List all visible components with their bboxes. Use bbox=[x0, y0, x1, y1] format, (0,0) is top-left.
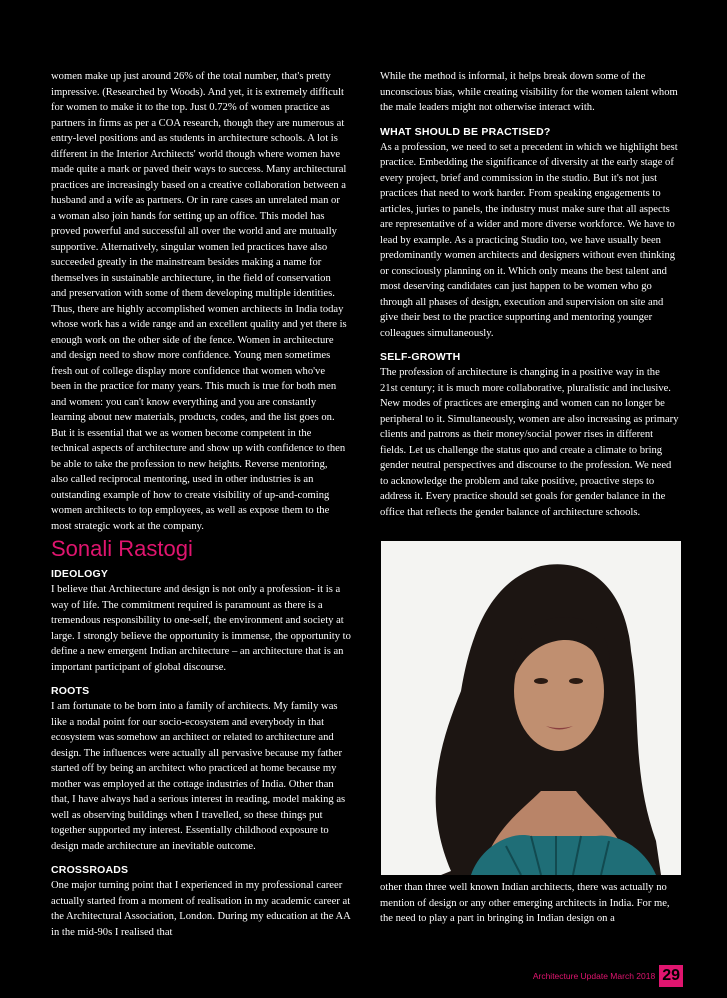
section-heading-self-growth: SELF-GROWTH bbox=[380, 351, 461, 363]
profile-name: Sonali Rastogi bbox=[51, 536, 193, 561]
page-footer bbox=[533, 965, 683, 987]
section-heading-crossroads: CROSSROADS bbox=[51, 864, 129, 876]
article-paragraph: While the method is informal, it helps break down some of the unconscious bias, while creating visibility for the women talent whom the male leaders might not otherwise interact with. bbox=[380, 71, 678, 113]
profile-paragraph: I believe that Architecture and design is not only a profession- it is a way of life. The commitment required is paramount as there is a tremendous responsibility to one-self, the environment and society at large. I strongly believe the opportunity is immense, the opportunity to define a new emergent Indian architecture – an architecture that is an important participant of global discourse. bbox=[51, 584, 351, 673]
section-heading-ideology: IDEOLOGY bbox=[51, 568, 109, 580]
portrait-photo bbox=[381, 541, 681, 875]
profile-paragraph: One major turning point that I experienced in my professional career actually started from a moment of realisation in my academic career at the Architectural Association, London. During my education at the AA in the mid-90s I realised that bbox=[51, 880, 351, 938]
article-paragraph: The profession of architecture is changing in a positive way in the 21st century; it is much more collaborative, pluralistic and inclusive. New modes of practices are emerging and women can no longer be peripheral to it. Simultaneously, women are also increasing as primary clients and patrons as their money/social power rises in different fields. Let us challenge the status quo and create a climate to bring gender neutral perspectives and discourse to the profession. We need to acknowledge the problem and take positive, proactive steps to address it. Every practice should set goals for gender balance in the office that reflects the gender balance of architecture schools. bbox=[380, 367, 679, 518]
article-column-top-right bbox=[380, 69, 680, 520]
section-heading-roots: ROOTS bbox=[51, 685, 90, 697]
article-paragraph: women make up just around 26% of the total number, that's pretty impressive. (Researched by Woods). And yet, it is extremely difficult for women to make it to the top. Just 0.72% of women practice as partners in firms as per a COA research, though they are numerous at entry-level positions and as students in architecture schools. A lot is different in the Interior Architects' world though where women have made quite a mark or paved their ways to success. Many architectural practices are increasingly based on a creative collaboration between a husband and a wife as partners. Or in rare cases an unrelated man or a woman also join hands for setting up an office. This model has proved powerful and successful all over the world and are mutually supportive. Alternatively, singular women led practices have also succeeded greatly in the mainstream besides making a name for themselves in sustainable architecture, in the field of conservation and preservation with some of them developing multiple identities. Thus, there are highly accomplished women architects in India today whose work has a wide range and an excellent quality and yet there is enough work on the other side of the fence. Women in architecture and design need to show more confidence. Young men sometimes fresh out of college display more confidence that women who've been in the practice for many years. This much is true for both men and women: you can't know everything and you are constantly learning about new materials, products, codes, and the list goes on. But it is essential that we as women become competent in the technical aspects of architecture and show up with confidence to then be able to take the profession to new heights. Reverse mentoring, also called reciprocal mentoring, used in other industries is an outstanding example of how to create visibility of up-and-coming women architects to top employees, as well as expose them to the most strategic work at the company. bbox=[51, 71, 347, 532]
portrait-illustration-icon bbox=[381, 541, 681, 875]
section-heading-practised: WHAT SHOULD BE PRACTISED? bbox=[380, 125, 551, 138]
profile-column-left bbox=[51, 567, 351, 940]
page-number: 29 bbox=[659, 965, 683, 987]
profile-paragraph: other than three well known Indian architects, there was actually no mention of design or any other emerging architects in India. For me, the need to play a part in bringing in Indian design on a bbox=[380, 882, 670, 924]
publication-name: Architecture Update March 2018 bbox=[532, 971, 656, 981]
profile-column-right bbox=[380, 880, 680, 927]
article-column-top-left bbox=[51, 69, 347, 534]
profile-paragraph: I am fortunate to be born into a family of architects. My family was like a nodal point for our socio-ecosystem and everybody in that ecosystem was somehow an architect or related to architecture and design. The influences were actually all pervasive because my father started off by being an architect who practiced at home because my mother was employed at the cottage industries of India. Other than that, I have always had a serious interest in reading, model making as well as observing buildings when I travelled, so these things put together supported my interest. Essentially childhood exposure to design made architecture an inevitable outcome. bbox=[51, 701, 346, 852]
article-paragraph: As a profession, we need to set a precedent in which we highlight best practice. Embedding the significance of diversity at the early stage of every project, brief and commission in the studio. But it's not just practices that need to work harder. From speaking engagements to articles, juries to panels, the industry must make sure that all aspects are representative of a wider and more diverse workforce. We have to lead by example. As a practicing Studio too, we have usually been predominantly women architects and designers without even thinking or consciously planning on it. Which only means the best talent and most deserving candidates can just happen to be women who go through all phases of design, execution and supervision on site and give their best to the practice supporting and mentoring younger colleagues simultaneously. bbox=[380, 141, 678, 339]
